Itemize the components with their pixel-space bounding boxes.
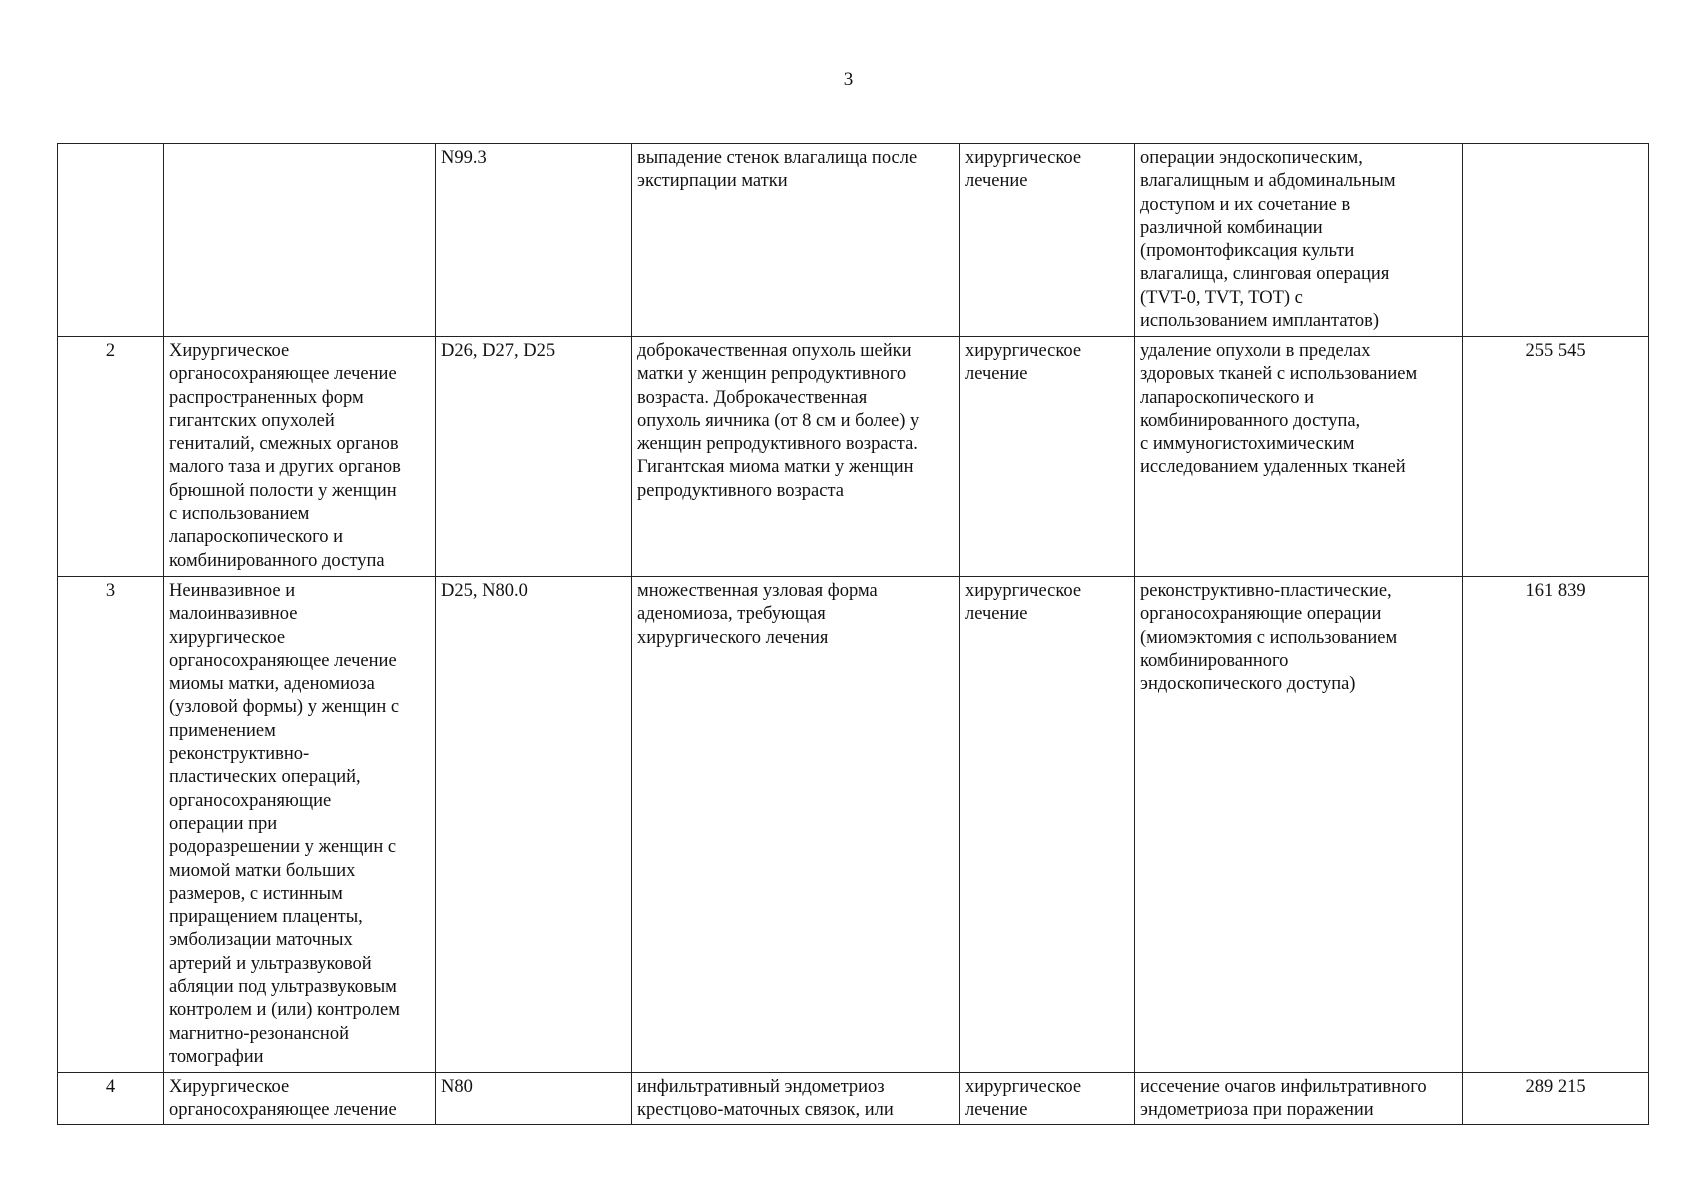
row-number-cell — [58, 144, 164, 337]
price-cell: 255 545 — [1463, 337, 1649, 577]
diagnosis-cell: доброкачественная опухоль шейки матки у женщин репродуктивного возраста. Доброкачественная опухоль яичника (от 8 см и более) у женщин репродуктивного возраста. Гигантская миома матки у женщин репродуктивного возраста — [632, 337, 960, 577]
treatment-method-cell: удаление опухоли в пределах здоровых тканей с использованием лапароскопического и комбинированного доступа, с иммуногистохимическим исследованием удаленных тканей — [1135, 337, 1463, 577]
treatment-type-cell: хирургическое лечение — [960, 144, 1135, 337]
diagnosis-cell: инфильтративный эндометриоз крестцово-маточных связок, или — [632, 1073, 960, 1125]
diagnosis-cell: выпадение стенок влагалища после экстирпации матки — [632, 144, 960, 337]
price-cell — [1463, 144, 1649, 337]
price-cell: 161 839 — [1463, 577, 1649, 1073]
table-row — [58, 337, 1649, 577]
profile-name-cell: Неинвазивное и малоинвазивное хирургическое органосохраняющее лечение миомы матки, аденомиоза (узловой формы) у женщин с применением реконструктивно- пластических операций, органосохраняющие операции при родоразрешении у женщин с миомой матки больших размеров, с истинным приращением плаценты, эмболизации маточных артерий и ультразвуковой абляции под ультразвуковым контролем и (или) контролем магнитно-резонансной томографии — [164, 577, 436, 1073]
table-row — [58, 1073, 1649, 1125]
treatment-type-cell: хирургическое лечение — [960, 1073, 1135, 1125]
diagnosis-cell: множественная узловая форма аденомиоза, требующая хирургического лечения — [632, 577, 960, 1073]
services-table — [57, 143, 1649, 1125]
price-cell: 289 215 — [1463, 1073, 1649, 1125]
profile-name-cell: Хирургическое органосохраняющее лечение распространенных форм гигантских опухолей гениталий, смежных органов малого таза и других органов брюшной полости у женщин с использованием лапароскопического и комбинированного доступа — [164, 337, 436, 577]
treatment-method-cell: иссечение очагов инфильтративного эндометриоза при поражении — [1135, 1073, 1463, 1125]
treatment-type-cell: хирургическое лечение — [960, 577, 1135, 1073]
page-number: 3 — [843, 69, 854, 90]
treatment-method-cell: операции эндоскопическим, влагалищным и абдоминальным доступом и их сочетание в различной комбинации (промонтофиксация культи влагалища, слинговая операция (TVT-0, TVT, TOT) с использованием имплантатов) — [1135, 144, 1463, 337]
table-row — [58, 144, 1649, 337]
table-row — [58, 577, 1649, 1073]
row-number-cell: 2 — [58, 337, 164, 577]
profile-name-cell — [164, 144, 436, 337]
icd-codes-cell: N99.3 — [436, 144, 632, 337]
treatment-type-cell: хирургическое лечение — [960, 337, 1135, 577]
row-number-cell: 4 — [58, 1073, 164, 1125]
row-number-cell: 3 — [58, 577, 164, 1073]
icd-codes-cell: D26, D27, D25 — [436, 337, 632, 577]
profile-name-cell: Хирургическое органосохраняющее лечение — [164, 1073, 436, 1125]
icd-codes-cell: D25, N80.0 — [436, 577, 632, 1073]
treatment-method-cell: реконструктивно-пластические, органосохраняющие операции (миомэктомия с использованием комбинированного эндоскопического доступа) — [1135, 577, 1463, 1073]
icd-codes-cell: N80 — [436, 1073, 632, 1125]
